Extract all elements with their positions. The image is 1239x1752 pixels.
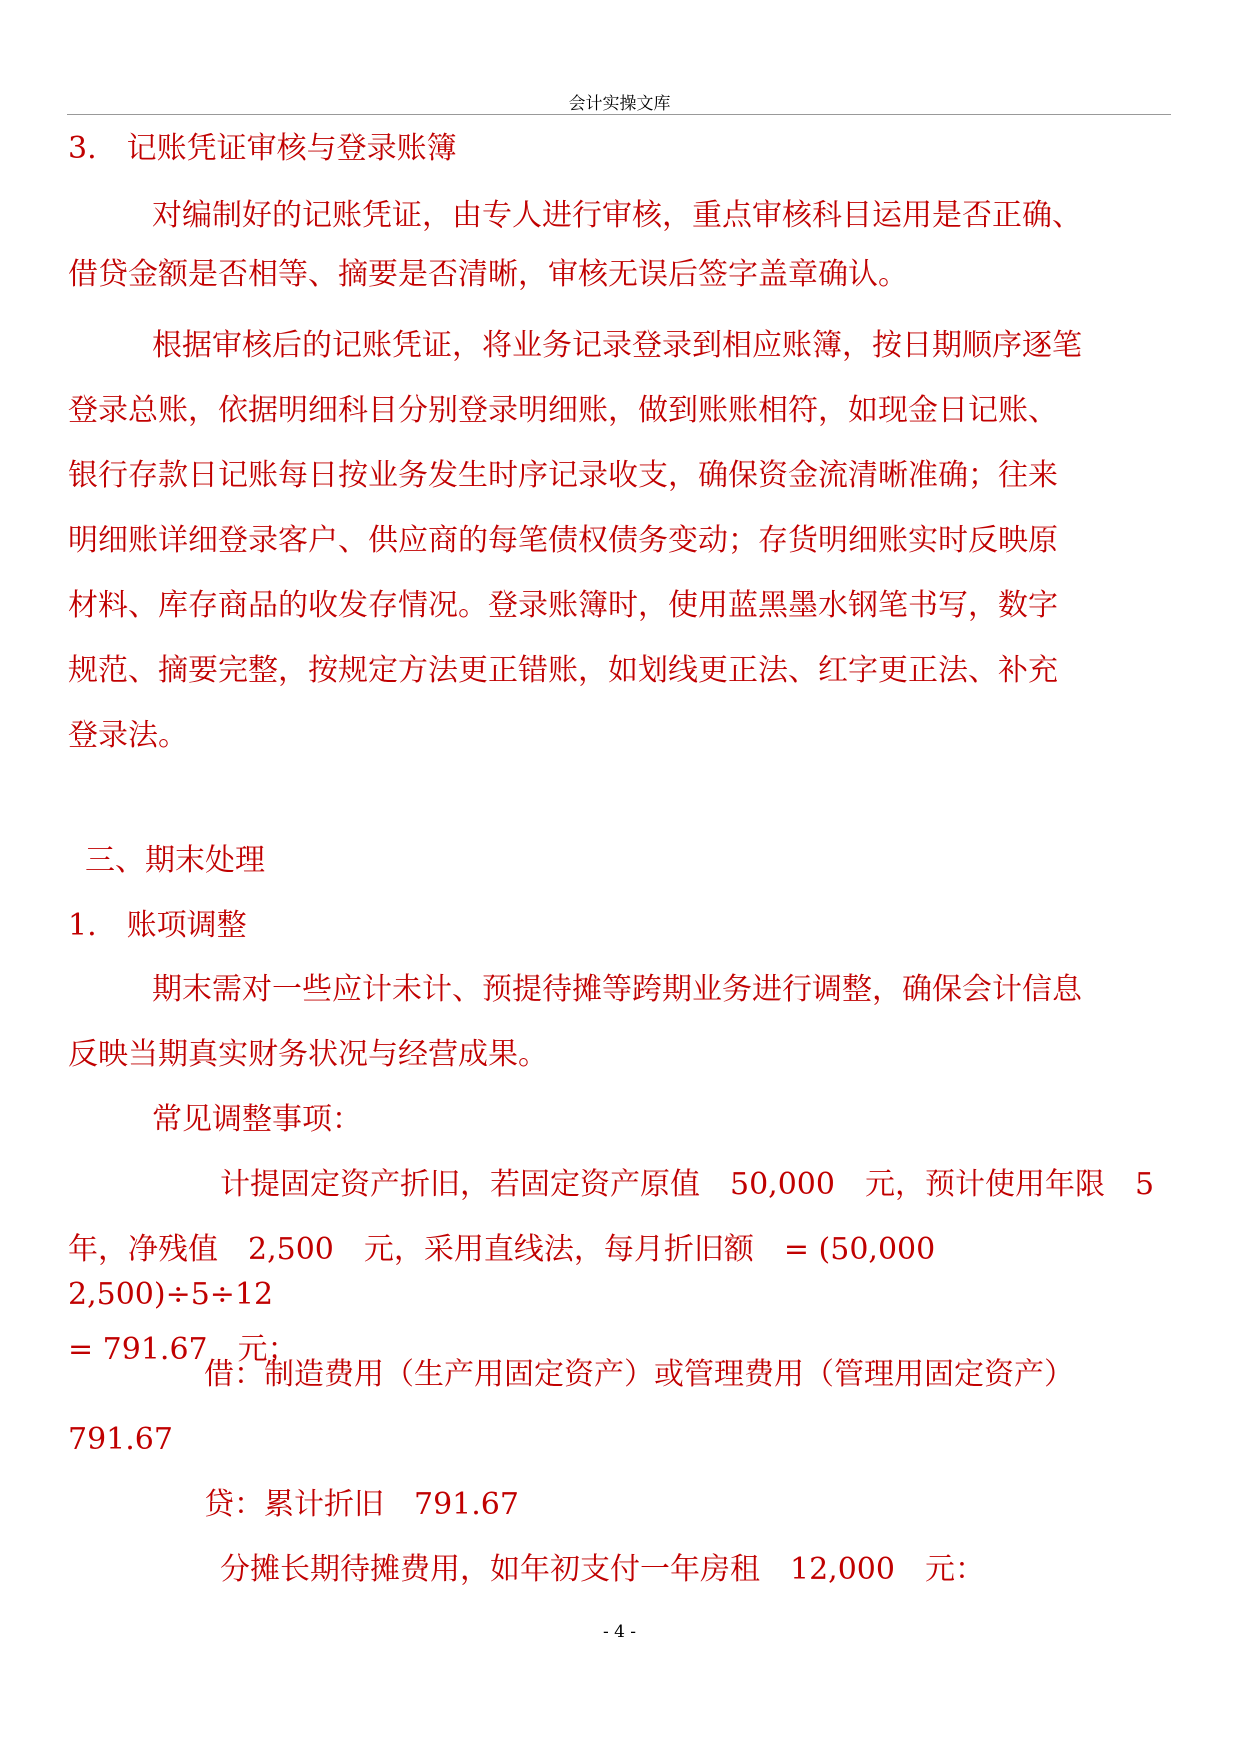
depreciation-line: 计提固定资产折旧，若固定资产原值 50,000 元，预计使用年限 5 <box>220 1167 1155 1202</box>
header-divider <box>67 114 1171 115</box>
paragraph-line: 规范、摘要完整，按规定方法更正错账，如划线更正法、红字更正法、补充 <box>68 653 1058 688</box>
paragraph-line: 银行存款日记账每日按业务发生时序记录收支，确保资金流清晰准确；往来 <box>68 458 1058 493</box>
depreciation-line: = 791.67 元； <box>68 1332 298 1367</box>
paragraph-line: 根据审核后的记账凭证，将业务记录登录到相应账簿，按日期顺序逐笔 <box>152 328 1082 363</box>
list-label: 常见调整事项： <box>152 1102 362 1137</box>
page-header-title: 会计实操文库 <box>568 94 671 114</box>
paragraph-line: 期末需对一些应计未计、预提待摊等跨期业务进行调整，确保会计信息 <box>152 972 1082 1007</box>
journal-debit-amount: 791.67 <box>68 1422 173 1457</box>
chapter-heading: 三、期末处理 <box>85 843 265 878</box>
amortization-line: 分摊长期待摊费用，如年初支付一年房租 12,000 元： <box>220 1552 985 1587</box>
paragraph-line: 借贷金额是否相等、摘要是否清晰，审核无误后签字盖章确认。 <box>68 257 908 292</box>
journal-credit-entry: 贷：累计折旧 791.67 <box>204 1487 519 1522</box>
paragraph-line: 反映当期真实财务状况与经营成果。 <box>68 1037 548 1072</box>
depreciation-line: 年，净残值 2,500 元，采用直线法，每月折旧额 = (50,000 <box>68 1232 936 1267</box>
page-number: - 4 - <box>602 1622 637 1642</box>
paragraph-line: 登录法。 <box>68 718 188 753</box>
paragraph-line: 明细账详细登录客户、供应商的每笔债权债务变动；存货明细账实时反映原 <box>68 523 1058 558</box>
section-heading: 3. 记账凭证审核与登录账簿 <box>68 131 457 166</box>
paragraph-line: 对编制好的记账凭证，由专人进行审核，重点审核科目运用是否正确、 <box>152 198 1082 233</box>
paragraph-line: 材料、库存商品的收发存情况。登录账簿时，使用蓝黑墨水钢笔书写，数字 <box>68 588 1058 623</box>
subsection-heading: 1. 账项调整 <box>68 908 247 943</box>
paragraph-line: 登录总账，依据明细科目分别登录明细账，做到账账相符，如现金日记账、 <box>68 393 1058 428</box>
depreciation-line: 2,500)÷5÷12 <box>68 1277 274 1312</box>
journal-debit-entry: 借：制造费用（生产用固定资产）或管理费用（管理用固定资产） <box>204 1357 1074 1392</box>
